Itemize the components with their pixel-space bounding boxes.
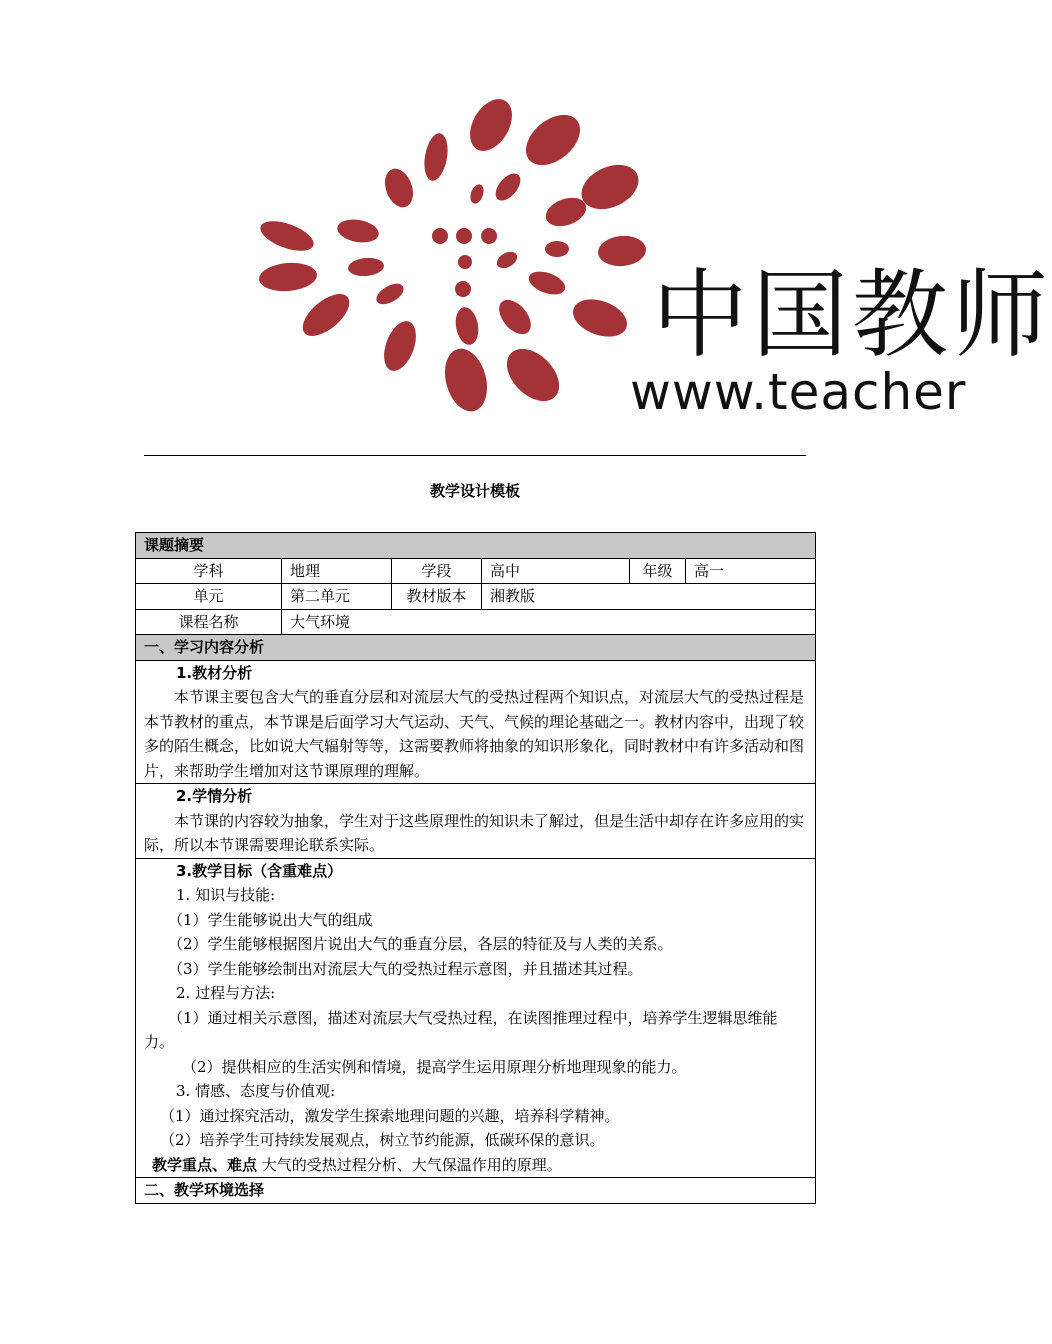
logo-url-text: www.teacher: [630, 363, 967, 421]
knowledge-skills-title: 1. 知识与技能:: [176, 886, 276, 904]
student-analysis-title: 2.学情分析: [176, 787, 253, 805]
subject-label: 学科: [136, 558, 282, 584]
textbook-analysis-title: 1.教材分析: [176, 663, 253, 682]
key-points-text: 大气的受热过程分析、大气保温作用的原理。: [261, 1155, 562, 1174]
teaching-goals-cell: [136, 858, 816, 1178]
logo-text-cn: 中国教师: [652, 259, 1052, 371]
section2-heading: 二、教学环境选择: [136, 1178, 816, 1204]
unit-label: 单元: [136, 584, 282, 610]
stage-value: 高中: [482, 558, 630, 584]
process-item-2: （2）提供相应的生活实例和情境，提高学生运用原理分析地理现象的能力。: [182, 1057, 687, 1076]
section1-heading: 一、学习内容分析: [136, 635, 816, 661]
key-points-label: 教学重点、难点: [152, 1155, 258, 1174]
summary-heading: 课题摘要: [136, 533, 816, 559]
unit-value: 第二单元: [282, 584, 392, 610]
emotion-values-title: 3. 情感、态度与价值观:: [176, 1082, 336, 1100]
course-name-value: 大气环境: [282, 609, 816, 635]
stage-label: 学段: [392, 558, 482, 584]
textbook-version-value: 湘教版: [482, 584, 816, 610]
knowledge-item-2: （2）学生能够根据图片说出大气的垂直分层，各层的特征及与人类的关系。: [168, 935, 673, 953]
logo-area: [0, 0, 1052, 440]
student-analysis-cell: [136, 784, 816, 859]
grade-value: 高一: [686, 558, 816, 584]
student-analysis-text: 本节课的内容较为抽象，学生对于这些原理性的知识未了解过，但是生活中却存在许多应用的实际，所以本节课需要理论联系实际。: [144, 811, 805, 854]
knowledge-item-3: （3）学生能够绘制出对流层大气的受热过程示意图，并且描述其过程。: [168, 959, 643, 978]
textbook-analysis-text: 本节课主要包含大气的垂直分层和对流层大气的受热过程两个知识点，对流层大气的受热过程是本节教材的重点，本节课是后面学习大气运动、天气、气候的理论基础之一。教材内容中，出现了较多的陌生概念，比如说大气辐射等等，这需要教师将抽象的知识形象化，同时教材中有许多活动和图片，来帮助学生增加对这节课原理的理解。: [144, 688, 805, 780]
teaching-goals-title: 3.教学目标（含重难点）: [176, 861, 343, 880]
process-methods-title: 2. 过程与方法:: [176, 984, 276, 1002]
process-item-1: （1）通过相关示意图，描述对流层大气受热过程，在读图推理过程中，培养学生逻辑思维能力。: [144, 1008, 778, 1051]
lesson-design-table: [135, 532, 816, 1204]
emotion-item-1: （1）通过探究活动，激发学生探索地理问题的兴趣，培养科学精神。: [160, 1106, 620, 1125]
emotion-item-2: （2）培养学生可持续发展观点，树立节约能源，低碳环保的意识。: [160, 1131, 605, 1149]
key-points-line: [144, 1153, 807, 1178]
header-divider: [144, 455, 806, 456]
textbook-analysis-cell: [136, 660, 816, 784]
grade-label: 年级: [630, 558, 686, 584]
document-title: 教学设计模板: [429, 482, 520, 500]
subject-value: 地理: [282, 558, 392, 584]
textbook-version-label: 教材版本: [392, 584, 482, 610]
course-name-label: 课程名称: [136, 609, 282, 635]
knowledge-item-1: （1）学生能够说出大气的组成: [168, 910, 373, 929]
